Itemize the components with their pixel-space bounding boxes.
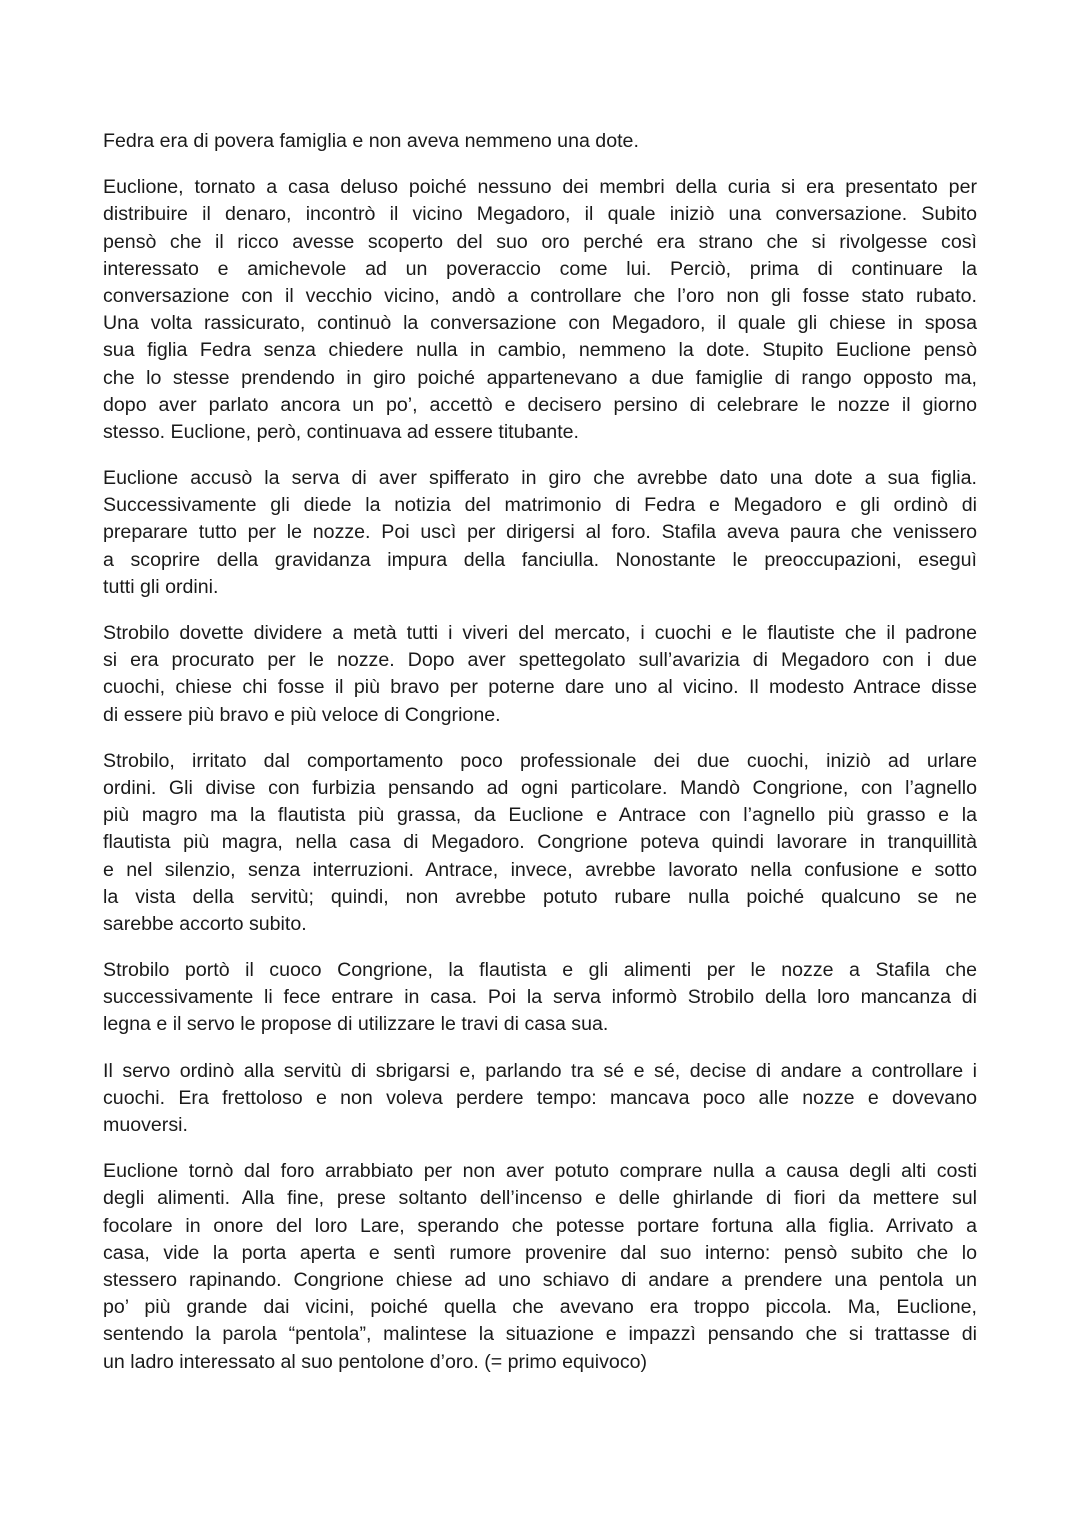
- text-line: dopo aver parlato ancora un po’, accettò e decisero persino di celebrare le nozze il giorno: [103, 393, 977, 416]
- text-line: un ladro interessato al suo pentolone d’oro. (= primo equivoco): [103, 1350, 648, 1373]
- text-line: Una volta rassicurato, continuò la conversazione con Megadoro, il quale gli chiese in sposa: [103, 312, 977, 335]
- text-line: Successivamente gli diede la notizia del matrimonio di Fedra e Megadoro e gli ordinò di: [103, 494, 977, 517]
- text-line: stessero rapinando. Congrione chiese ad uno schiavo di andare a prendere una pentola un: [103, 1268, 977, 1291]
- text-line: la vista della servitù; quindi, non avrebbe potuto rubare nulla poiché qualcuno se ne: [103, 885, 977, 908]
- paragraph-5: [103, 748, 977, 938]
- paragraph-6: [103, 957, 977, 1039]
- text-line: Fedra era di povera famiglia e non aveva nemmeno una dote.: [103, 130, 639, 152]
- text-line: preparare tutto per le nozze. Poi uscì per dirigersi al foro. Stafila aveva paura che venissero: [103, 521, 977, 544]
- text-line: stesso. Euclione, però, continuava ad essere titubante.: [103, 420, 579, 443]
- text-line: tutti gli ordini.: [103, 575, 219, 598]
- text-line: che lo stesse prendendo in giro poiché appartenevano a due famiglie di rango opposto ma,: [103, 366, 977, 389]
- text-line: Euclione accusò la serva di aver spifferato in giro che avrebbe dato una dote a sua figlia.: [103, 467, 977, 490]
- text-line: sua figlia Fedra senza chiedere nulla in cambio, nemmeno la dote. Stupito Euclione pensò: [103, 339, 977, 362]
- text-line: e nel silenzio, senza interruzioni. Antrace, invece, avrebbe lavorato nella confusione e sotto: [103, 858, 977, 881]
- paragraph-8: [103, 1158, 977, 1376]
- text-line: flautista più magra, nella casa di Megadoro. Congrione poteva quindi lavorare in tranquillità: [103, 831, 977, 854]
- text-line: cuochi. Era frettoloso e non voleva perdere tempo: mancava poco alle nozze e dovevano: [103, 1086, 977, 1109]
- text-line: legna e il servo le propose di utilizzare le travi di casa sua.: [103, 1013, 609, 1036]
- text-line: Strobilo, irritato dal comportamento poco professionale dei due cuochi, iniziò ad urlare: [103, 749, 977, 772]
- text-line: a scoprire della gravidanza impura della fanciulla. Nonostante le preoccupazioni, eseguì: [103, 548, 977, 571]
- text-line: più magro ma la flautista più grassa, da Euclione e Antrace con l’agnello più grasso e la: [103, 804, 977, 827]
- text-line: Strobilo dovette dividere a metà tutti i viveri del mercato, i cuochi e le flautiste che il padrone: [103, 622, 977, 644]
- text-line: Euclione tornò dal foro arrabbiato per non aver potuto comprare nulla a causa degli alti costi: [103, 1160, 977, 1183]
- text-line: successivamente li fece entrare in casa. Poi la serva informò Strobilo della loro mancanza di: [103, 986, 977, 1009]
- text-line: sentendo la parola “pentola”, malintese la situazione e impazzì pensando che si trattasse di: [103, 1323, 977, 1346]
- text-line: cuochi, chiese chi fosse il più bravo per poterne dare uno al vicino. Il modesto Antrace disse: [103, 676, 977, 699]
- text-line: si era procurato per le nozze. Dopo aver spettegolato sull’avarizia di Megadoro con i due: [103, 649, 977, 672]
- paragraph-3: [103, 465, 977, 601]
- paragraph-4: [103, 620, 977, 729]
- text-line: sarebbe accorto subito.: [103, 912, 307, 935]
- text-line: pensò che il ricco avesse scoperto del suo oro perché era strano che si rivolgesse così: [103, 230, 977, 253]
- text-line: Euclione, tornato a casa deluso poiché nessuno dei membri della curia si era presentato per: [103, 176, 977, 199]
- paragraph-7: [103, 1058, 977, 1140]
- text-line: muoversi.: [103, 1114, 188, 1136]
- paragraph-1: [103, 128, 977, 155]
- paragraph-2: [103, 174, 977, 446]
- text-line: distribuire il denaro, incontrò il vicino Megadoro, il quale iniziò una conversazione. Subito: [103, 203, 977, 226]
- text-line: interessato e amichevole ad un poveraccio come lui. Perciò, prima di continuare la: [103, 257, 977, 280]
- text-line: focolare in onore del loro Lare, sperando che potesse portare fortuna alla figlia. Arrivato a: [103, 1214, 977, 1237]
- text-line: degli alimenti. Alla fine, prese soltanto dell’incenso e delle ghirlande di fiori da mettere sul: [103, 1187, 977, 1210]
- text-line: Il servo ordinò alla servitù di sbrigarsi e, parlando tra sé e sé, decise di andare a controllare i: [103, 1059, 977, 1082]
- text-line: ordini. Gli divise con furbizia pensando ad ogni particolare. Mandò Congrione, con l’agnello: [103, 776, 977, 799]
- text-line: conversazione con il vecchio vicino, andò a controllare che l’oro non gli fosse stato rubato.: [103, 284, 977, 307]
- document-page: [103, 128, 977, 1395]
- text-line: po’ più grande dai vicini, poiché quella che avevano era troppo piccola. Ma, Euclione,: [103, 1296, 977, 1319]
- text-line: Strobilo portò il cuoco Congrione, la flautista e gli alimenti per le nozze a Stafila che: [103, 959, 977, 982]
- text-line: casa, vide la porta aperta e sentì rumore provenire dal suo interno: pensò subito che lo: [103, 1241, 977, 1264]
- text-line: di essere più bravo e più veloce di Congrione.: [103, 703, 501, 726]
